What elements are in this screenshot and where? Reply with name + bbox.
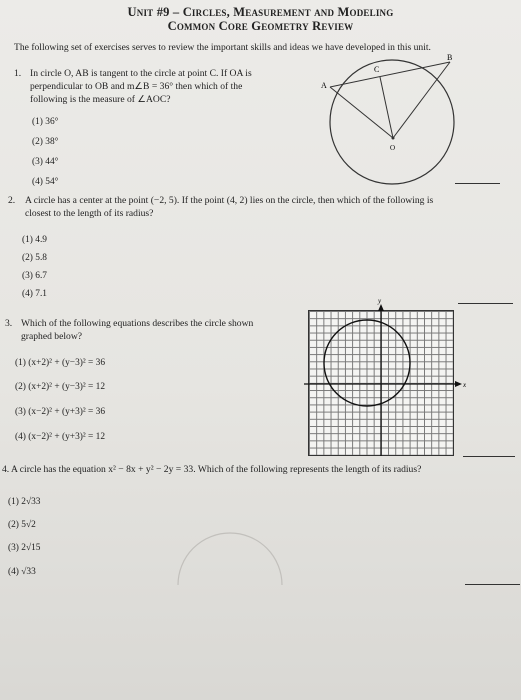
q3-line-2: graphed below? bbox=[21, 331, 83, 342]
q4-number: 4. bbox=[2, 464, 10, 475]
q1-option-1[interactable]: (1) 36° bbox=[32, 117, 59, 127]
q4-option-1[interactable]: (1) 2√33 bbox=[8, 497, 41, 507]
label-o: O bbox=[390, 144, 396, 152]
q1-line-3: following is the measure of ∠AOC? bbox=[30, 94, 171, 105]
q4-option-4[interactable]: (4) √33 bbox=[8, 567, 36, 577]
q3-number: 3. bbox=[5, 318, 13, 329]
graphed-circle bbox=[324, 320, 410, 406]
y-axis-arrow bbox=[378, 304, 384, 311]
x-axis-arrow bbox=[455, 381, 462, 387]
x-axis-label: x bbox=[463, 381, 467, 389]
q3-answer-line[interactable] bbox=[463, 456, 515, 457]
q4-answer-line[interactable] bbox=[465, 584, 520, 585]
center-point bbox=[392, 137, 395, 140]
segment-ob bbox=[393, 62, 450, 138]
q2-option-2[interactable]: (2) 5.8 bbox=[22, 253, 47, 263]
q2-option-1[interactable]: (1) 4.9 bbox=[22, 235, 47, 245]
q1-number: 1. bbox=[14, 68, 22, 79]
label-b: B bbox=[447, 53, 453, 62]
label-c: C bbox=[374, 65, 380, 74]
q4-option-2[interactable]: (2) 5√2 bbox=[8, 520, 36, 530]
q3-option-3[interactable]: (3) (x−2)² + (y+3)² = 36 bbox=[15, 407, 106, 417]
q2-option-4[interactable]: (4) 7.1 bbox=[22, 289, 47, 299]
q2-line-1: A circle has a center at the point (−2, 5). If the point (4, 2) lies on the circle, then which of the following is bbox=[25, 195, 434, 206]
review-title: Common Core Geometry Review bbox=[167, 19, 354, 33]
label-a: A bbox=[321, 81, 327, 90]
q2-line-2: closest to the length of its radius? bbox=[25, 208, 154, 219]
q3-option-2[interactable]: (2) (x+2)² + (y−3)² = 12 bbox=[15, 382, 106, 392]
intro-text: The following set of exercises serves to review the important skills and ideas we have developed in this unit. bbox=[14, 42, 431, 53]
q3-option-4[interactable]: (4) (x−2)² + (y+3)² = 12 bbox=[15, 432, 106, 442]
bleed-through-arc bbox=[170, 525, 290, 590]
q3-line-1: Which of the following equations describes the circle shown bbox=[21, 318, 254, 329]
y-axis-label: y bbox=[378, 298, 382, 305]
q4-line-1: A circle has the equation x² − 8x + y² − 2y = 33. Which of the following represents the length of its radius? bbox=[11, 464, 422, 475]
q1-answer-line[interactable] bbox=[455, 183, 500, 184]
tangent-circle-figure bbox=[300, 50, 480, 190]
graphed-circle-figure bbox=[300, 298, 470, 463]
q3-option-1[interactable]: (1) (x+2)² + (y−3)² = 36 bbox=[15, 358, 106, 368]
q1-option-4[interactable]: (4) 54° bbox=[32, 177, 59, 187]
circle-o bbox=[330, 60, 454, 184]
q1-option-3[interactable]: (3) 44° bbox=[32, 157, 59, 167]
q1-line-1: In circle O, AB is tangent to the circle at point C. If OA is bbox=[30, 68, 252, 79]
q4-option-3[interactable]: (3) 2√15 bbox=[8, 543, 41, 553]
q2-option-3[interactable]: (3) 6.7 bbox=[22, 271, 47, 281]
q1-option-2[interactable]: (2) 38° bbox=[32, 137, 59, 147]
q1-line-2: perpendicular to OB and m∠B = 36° then which of the bbox=[30, 81, 243, 92]
unit-title: Unit #9 – Circles, Measurement and Modeling bbox=[127, 5, 394, 19]
q2-number: 2. bbox=[8, 195, 16, 206]
